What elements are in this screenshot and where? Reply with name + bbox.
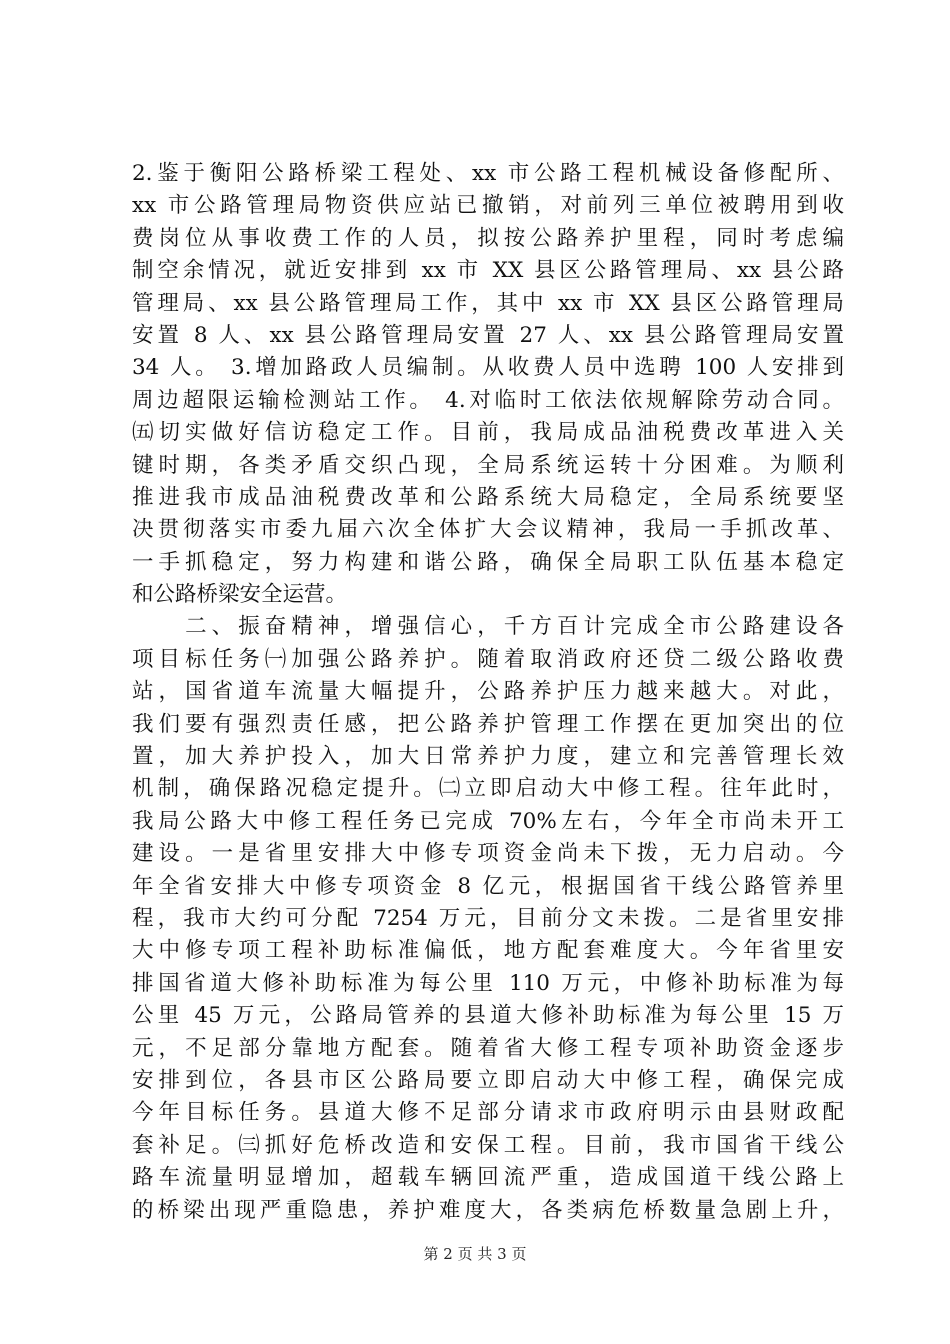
text-line: 项目标任务㈠加强公路养护。随着取消政府还贷二级公路收费 bbox=[132, 646, 844, 672]
text-line: 套补足。㈢抓好危桥改造和安保工程。目前，我市国省干线公 bbox=[132, 1132, 844, 1158]
text-line: 置，加大养护投入，加大日常养护力度，建立和完善管理长效 bbox=[132, 744, 844, 770]
text-line: 排国省道大修补助标准为每公里 110 万元，中修补助标准为每 bbox=[132, 970, 844, 996]
text-line: 制空余情况，就近安排到 xx 市 XX 县区公路管理局、xx 县公路 bbox=[132, 258, 844, 284]
text-line: 我局公路大中修工程任务已完成 70%左右，今年全市尚未开工 bbox=[132, 808, 844, 834]
text-line: 推进我市成品油税费改革和公路系统大局稳定，全局系统要坚 bbox=[132, 484, 844, 510]
text-line: 机制，确保路况稳定提升。㈡立即启动大中修工程。往年此时， bbox=[132, 776, 844, 802]
text-line: 大中修专项工程补助标准偏低，地方配套难度大。今年省里安 bbox=[132, 938, 844, 964]
text-line: 34 人。 3.增加路政人员编制。从收费人员中选聘 100 人安排到 bbox=[132, 355, 844, 381]
text-line: 建设。一是省里安排大中修专项资金尚未下拨，无力启动。今 bbox=[132, 841, 844, 867]
text-line: 路车流量明显增加，超载车辆回流严重，造成国道干线公路上 bbox=[132, 1165, 844, 1191]
text-line: 今年目标任务。县道大修不足部分请求市政府明示由县财政配 bbox=[132, 1100, 844, 1126]
text-line: 二、振奋精神，增强信心，千方百计完成全市公路建设各 bbox=[132, 614, 844, 640]
text-line: 站，国省道车流量大幅提升，公路养护压力越来越大。对此， bbox=[132, 679, 844, 705]
text-line: 2.鉴于衡阳公路桥梁工程处、xx 市公路工程机械设备修配所、 bbox=[132, 161, 844, 186]
text-line: 我们要有强烈责任感，把公路养护管理工作摆在更加突出的位 bbox=[132, 711, 844, 737]
text-line: 和公路桥梁安全运营。 bbox=[132, 582, 348, 608]
text-line: xx 市公路管理局物资供应站已撤销，对前列三单位被聘用到收 bbox=[132, 193, 844, 219]
text-line: 公里 45 万元，公路局管养的县道大修补助标准为每公里 15 万 bbox=[132, 1003, 844, 1029]
text-line: 年全省安排大中修专项资金 8 亿元，根据国省干线公路管养里 bbox=[132, 873, 844, 899]
text-line: 程，我市大约可分配 7254 万元，目前分文未拨。二是省里安排 bbox=[132, 905, 844, 931]
text-line: 的桥梁出现严重隐患，养护难度大，各类病危桥数量急剧上升， bbox=[132, 1197, 844, 1223]
text-line: 周边超限运输检测站工作。 4.对临时工依法依规解除劳动合同。 bbox=[132, 387, 844, 413]
text-line: 安置 8 人、xx 县公路管理局安置 27 人、xx 县公路管理局安置 bbox=[132, 322, 844, 348]
document-body bbox=[132, 158, 844, 1227]
text-line: 费岗位从事收费工作的人员，拟按公路养护里程，同时考虑编 bbox=[132, 225, 844, 251]
text-line: 决贯彻落实市委九届六次全体扩大会议精神，我局一手抓改革、 bbox=[132, 517, 844, 543]
text-line: ㈤切实做好信访稳定工作。目前，我局成品油税费改革进入关 bbox=[132, 420, 844, 446]
text-line: 管理局、xx 县公路管理局工作，其中 xx 市 XX 县区公路管理局 bbox=[132, 290, 844, 316]
text-line: 键时期，各类矛盾交织凸现，全局系统运转十分困难。为顺利 bbox=[132, 452, 844, 478]
text-line: 安排到位，各县市区公路局要立即启动大中修工程，确保完成 bbox=[132, 1067, 844, 1093]
page-number-footer: 第 2 页 共 3 页 bbox=[423, 1245, 527, 1263]
text-line: 元，不足部分靠地方配套。随着省大修工程专项补助资金逐步 bbox=[132, 1035, 844, 1061]
text-line: 一手抓稳定，努力构建和谐公路，确保全局职工队伍基本稳定 bbox=[132, 549, 844, 575]
